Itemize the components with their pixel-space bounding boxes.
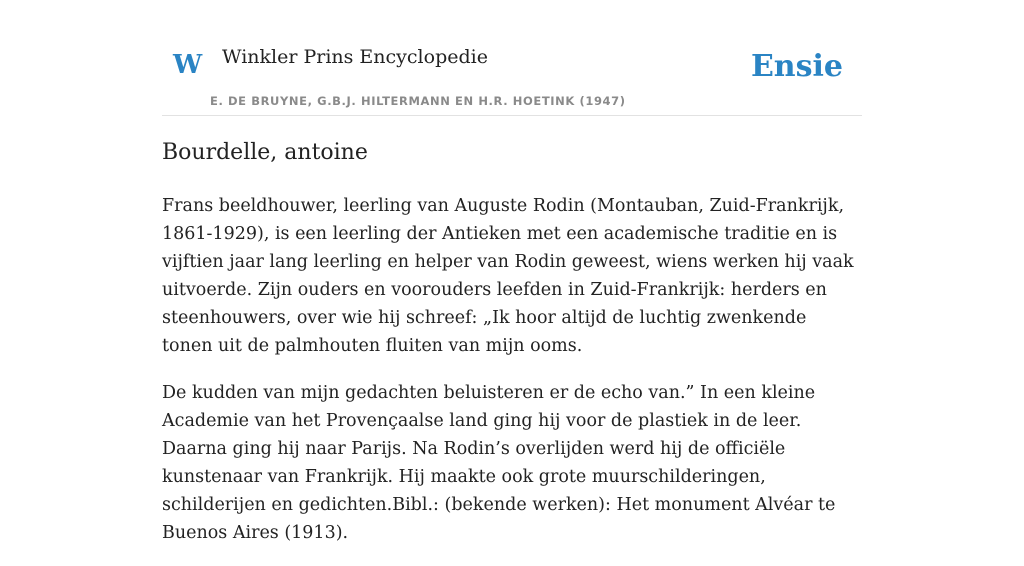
source-header (162, 0, 862, 116)
entry-title: Bourdelle, antoine (162, 140, 368, 165)
page (162, 0, 862, 543)
source-authors: E. DE BRUYNE, G.B.J. HILTERMANN EN H.R. HOETINK (1947) (210, 94, 626, 108)
entry-body (162, 192, 862, 566)
winkler-prins-logo-icon[interactable]: W (173, 50, 203, 80)
entry-paragraph: Frans beeldhouwer, leerling van Auguste Rodin (Montauban, Zuid-Frankrijk, 1861-1929), is een leerling der Antieken met een academische traditie en is vijftien jaar lang leerling en helper van Rodin geweest, wiens werken hij vaak uitvoerde. Zijn ouders en voorouders leefden in Zuid-Frankrijk: herders en steenhouwers, over wie hij schreef: „Ik hoor altijd de luchtig zwenkende tonen uit de palmhouten fluiten van mijn ooms. (162, 196, 854, 356)
entry-paragraph: De kudden van mijn gedachten beluisteren er de echo van.” In een kleine Academie van het Provençaalse land ging hij voor de plastiek in de leer. Daarna ging hij naar Parijs. Na Rodin’s overlijden werd hij de officiële kunstenaar van Frankrijk. Hij maakte ook grote muurschilderingen, schilderijen en gedichten.Bibl.: (bekende werken): Het monument Alvéar te Buenos Aires (1913). (162, 383, 836, 543)
ensie-logo[interactable]: Ensie (750, 49, 843, 84)
source-title[interactable]: Winkler Prins Encyclopedie (222, 46, 488, 68)
